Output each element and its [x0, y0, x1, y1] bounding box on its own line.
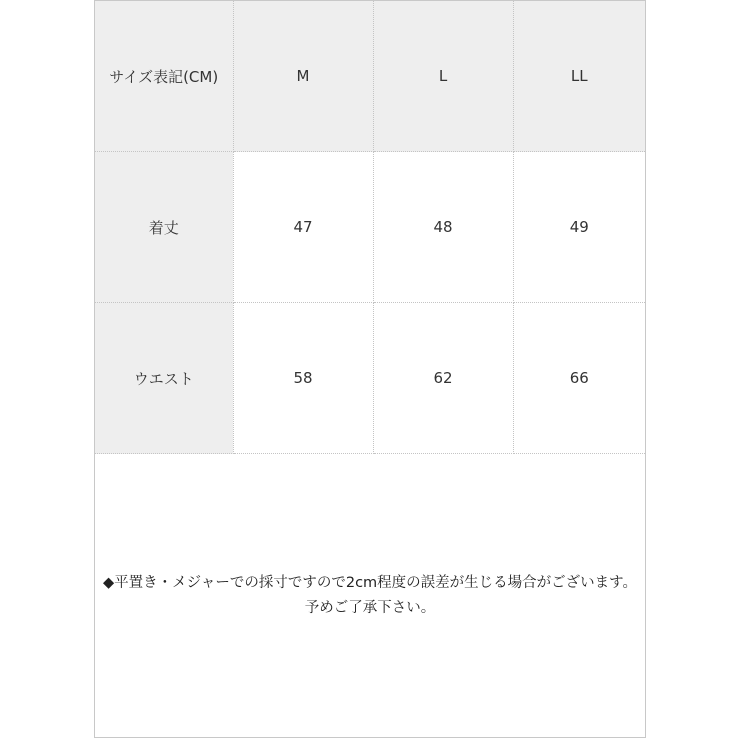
size-label-header: サイズ表記(CM)	[95, 1, 233, 152]
size-chart-frame	[94, 0, 646, 738]
table-cell: 58	[233, 303, 373, 454]
size-table	[95, 1, 645, 454]
size-header-ll: LL	[513, 1, 645, 152]
size-header-m: M	[233, 1, 373, 152]
row-label-waist: ウエスト	[95, 303, 233, 454]
table-row	[95, 303, 645, 454]
note-line-1: ◆平置き・メジャーでの採寸ですので2cm程度の誤差が生じる場合がございます。	[102, 575, 638, 591]
table-cell: 66	[513, 303, 645, 454]
table-header-row	[95, 1, 645, 152]
table-cell: 47	[233, 152, 373, 303]
table-cell: 62	[373, 303, 513, 454]
table-cell: 48	[373, 152, 513, 303]
row-label-length: 着丈	[95, 152, 233, 303]
note-line-2: 予めご了承下さい。	[304, 600, 436, 616]
table-cell: 49	[513, 152, 645, 303]
size-header-l: L	[373, 1, 513, 152]
measurement-note	[95, 571, 645, 621]
table-row	[95, 152, 645, 303]
